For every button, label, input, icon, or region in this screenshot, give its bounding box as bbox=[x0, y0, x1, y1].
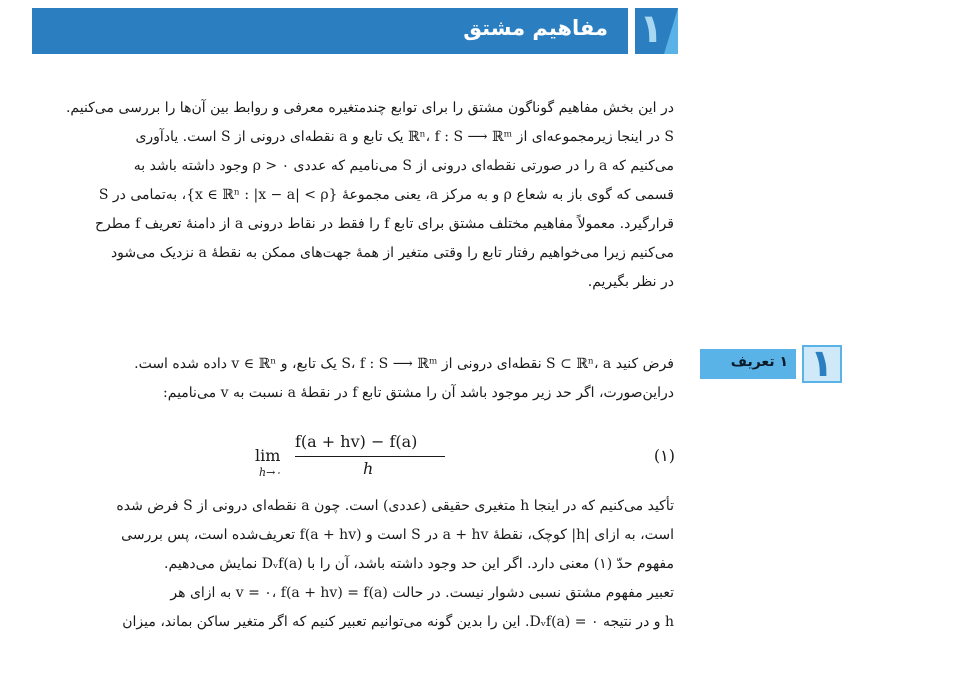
text-line: می‌کنیم که a را در صورتی نقطه‌ای درونی از S می‌نامیم که عددی ρ > ۰ وجود داشته باشد به bbox=[133, 158, 674, 174]
section-title-bar bbox=[32, 8, 628, 54]
section-number-box bbox=[635, 8, 678, 54]
definition-label-bar bbox=[700, 349, 796, 379]
text-line: است، به ازای |h| کوچک، نقطهٔ a + hv در S است و f(a + hv) تعریف‌شده است، پس بررسی bbox=[121, 527, 674, 543]
text-line: تعبیر مفهوم مشتق نسبی دشوار نیست. در حالت v = ۰، f(a + hv) = f(a) به ازای هر bbox=[170, 585, 674, 601]
definition-number: ۱ bbox=[810, 345, 834, 383]
explanation-paragraph bbox=[34, 492, 674, 637]
section-number: ۱ bbox=[639, 8, 664, 52]
equation-number: (۱) bbox=[653, 446, 675, 465]
limit-operator: lim bbox=[255, 446, 281, 465]
text-line: قرارگیرد. معمولاً مفاهیم مختلف مشتق برای تابع f را فقط در نقاط درونی a از دامنهٔ تعریف f مطرح bbox=[94, 216, 674, 232]
section-title: مفاهیم مشتق bbox=[463, 16, 608, 40]
fraction-denominator: h bbox=[363, 459, 374, 478]
section-header bbox=[32, 8, 678, 54]
definition-number-box bbox=[802, 345, 842, 383]
fraction-numerator: f(a + hv) − f(a) bbox=[295, 432, 418, 451]
definition-paragraph bbox=[34, 350, 674, 408]
text-line: در نظر بگیریم. bbox=[587, 274, 674, 290]
text-line: می‌کنیم زیرا می‌خواهیم رفتار تابع را وقتی متغیر از همهٔ جهت‌های ممکن به نقطهٔ a نزدیک می‌شود bbox=[110, 245, 674, 261]
definition-label bbox=[700, 345, 842, 383]
definition-label-text: ۱ تعریف bbox=[730, 354, 788, 370]
text-line: در این بخش مفاهیم گوناگون مشتق را برای توابع چندمتغیره معرفی و روابط بین آن‌ها را بررسی می‌کنیم. bbox=[65, 100, 674, 116]
text-line: h و در نتیجه Dᵥf(a) = ۰. این را بدین گونه می‌توانیم تعبیر کنیم که اگر متغیر ساکن بماند، میزان bbox=[122, 614, 674, 630]
text-line: S در اینجا زیرمجموعه‌ای از ℝⁿ، f : S ⟶ ℝᵐ یک تابع و a نقطه‌ای درونی از S است. یادآوری bbox=[135, 129, 674, 145]
text-line: تأکید می‌کنیم که در اینجا h متغیری حقیقی (عددی) است. چون a نقطه‌ای درونی از S فرض شده bbox=[116, 498, 674, 514]
text-line: قسمی که گوی باز به شعاع ρ و به مرکز a، یعنی مجموعهٔ {x ∈ ℝⁿ : |x − a| < ρ}، به‌تمامی در S bbox=[98, 187, 674, 203]
text-line: دراین‌صورت، اگر حد زیر موجود باشد آن را مشتق تابع f در نقطهٔ a نسبت به v می‌نامیم: bbox=[163, 385, 674, 401]
text-line: فرض کنید S ⊂ ℝⁿ، a نقطه‌ای درونی از S، f : S ⟶ ℝᵐ یک تابع، و v ∈ ℝⁿ داده شده است. bbox=[134, 356, 674, 372]
text-line: مفهوم حدّ (۱) معنی دارد. اگر این حد وجود داشته باشد، آن را با Dᵥf(a) نمایش می‌دهیم. bbox=[164, 556, 674, 572]
fraction-bar bbox=[295, 456, 445, 457]
limit-formula bbox=[255, 432, 675, 482]
intro-paragraph bbox=[34, 94, 674, 297]
limit-subscript: h→۰ bbox=[259, 466, 282, 479]
